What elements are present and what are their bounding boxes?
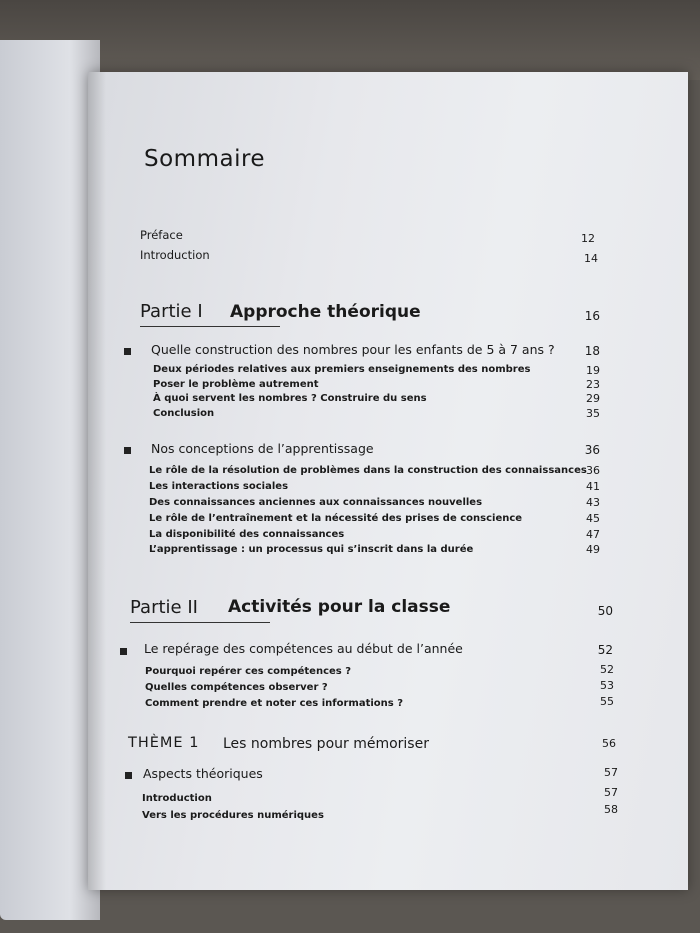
page-gutter-shadow: [88, 72, 106, 890]
section-bullet: [120, 648, 127, 655]
page-number: 29: [586, 392, 600, 405]
page-number: 36: [586, 464, 600, 477]
page-number: 14: [584, 252, 598, 265]
page-number: 49: [586, 543, 600, 556]
toc-subentry: Conclusion: [153, 408, 215, 419]
page-number: 58: [604, 803, 618, 816]
toc-subentry: Le rôle de l’entraînement et la nécessité des prises de conscience: [149, 513, 523, 524]
part-underline: [140, 326, 280, 327]
page-number: 35: [586, 407, 600, 420]
page-number: 45: [586, 512, 600, 525]
section-title: Le repérage des compétences au début de l’année: [144, 641, 463, 656]
part-underline: [130, 622, 270, 623]
page-number: 57: [604, 766, 618, 779]
section-bullet: [125, 772, 132, 779]
theme-label: THÈME 1: [128, 735, 200, 751]
toc-subentry: Le rôle de la résolution de problèmes dans la construction des connaissances: [149, 465, 587, 476]
section-title: Aspects théoriques: [143, 766, 263, 781]
part-label: Partie II: [130, 597, 198, 618]
part-label: Partie I: [140, 301, 203, 322]
page-number: 18: [584, 344, 600, 358]
toc-subentry: L’apprentissage : un processus qui s’inscrit dans la durée: [149, 544, 474, 555]
section-bullet: [124, 348, 131, 355]
toc-subentry: Quelles compétences observer ?: [145, 682, 328, 693]
book-page: [88, 72, 688, 890]
toc-subentry: Des connaissances anciennes aux connaissances nouvelles: [149, 497, 483, 508]
background-top: [0, 0, 700, 80]
toc-subentry: Deux périodes relatives aux premiers enseignements des nombres: [153, 364, 531, 375]
part-title: Activités pour la classe: [228, 597, 451, 617]
page-number: 56: [602, 737, 616, 750]
section-title: Nos conceptions de l’apprentissage: [151, 441, 374, 456]
toc-subentry: Pourquoi repérer ces compétences ?: [145, 666, 352, 677]
page-number: 16: [584, 309, 600, 323]
page-number: 52: [600, 663, 614, 676]
page-number: 19: [586, 364, 600, 377]
toc-entry-introduction: Introduction: [140, 248, 210, 262]
toc-subentry: Les interactions sociales: [149, 481, 289, 492]
part-title: Approche théorique: [230, 302, 421, 322]
toc-subentry: À quoi servent les nombres ? Construire du sens: [153, 393, 427, 404]
toc-subentry: Poser le problème autrement: [153, 379, 319, 390]
page-number: 57: [604, 786, 618, 799]
section-bullet: [124, 447, 131, 454]
page-number: 47: [586, 528, 600, 541]
toc-subentry: Comment prendre et noter ces informations ?: [145, 698, 404, 709]
page-number: 36: [584, 443, 600, 457]
page-number: 53: [600, 679, 614, 692]
page-number: 50: [597, 604, 613, 618]
page-number: 43: [586, 496, 600, 509]
toc-subentry: Introduction: [142, 793, 212, 804]
toc-entry-preface: Préface: [140, 228, 183, 242]
page-number: 12: [581, 232, 595, 245]
page-number: 52: [597, 643, 613, 657]
section-title: Quelle construction des nombres pour les enfants de 5 à 7 ans ?: [151, 342, 555, 357]
page-number: 41: [586, 480, 600, 493]
page-number: 55: [600, 695, 614, 708]
page-number: 23: [586, 378, 600, 391]
toc-subentry: La disponibilité des connaissances: [149, 529, 345, 540]
left-page-edge: [0, 40, 100, 920]
toc-subentry: Vers les procédures numériques: [142, 810, 324, 821]
page-title: Sommaire: [144, 146, 266, 172]
theme-title: Les nombres pour mémoriser: [223, 736, 429, 752]
